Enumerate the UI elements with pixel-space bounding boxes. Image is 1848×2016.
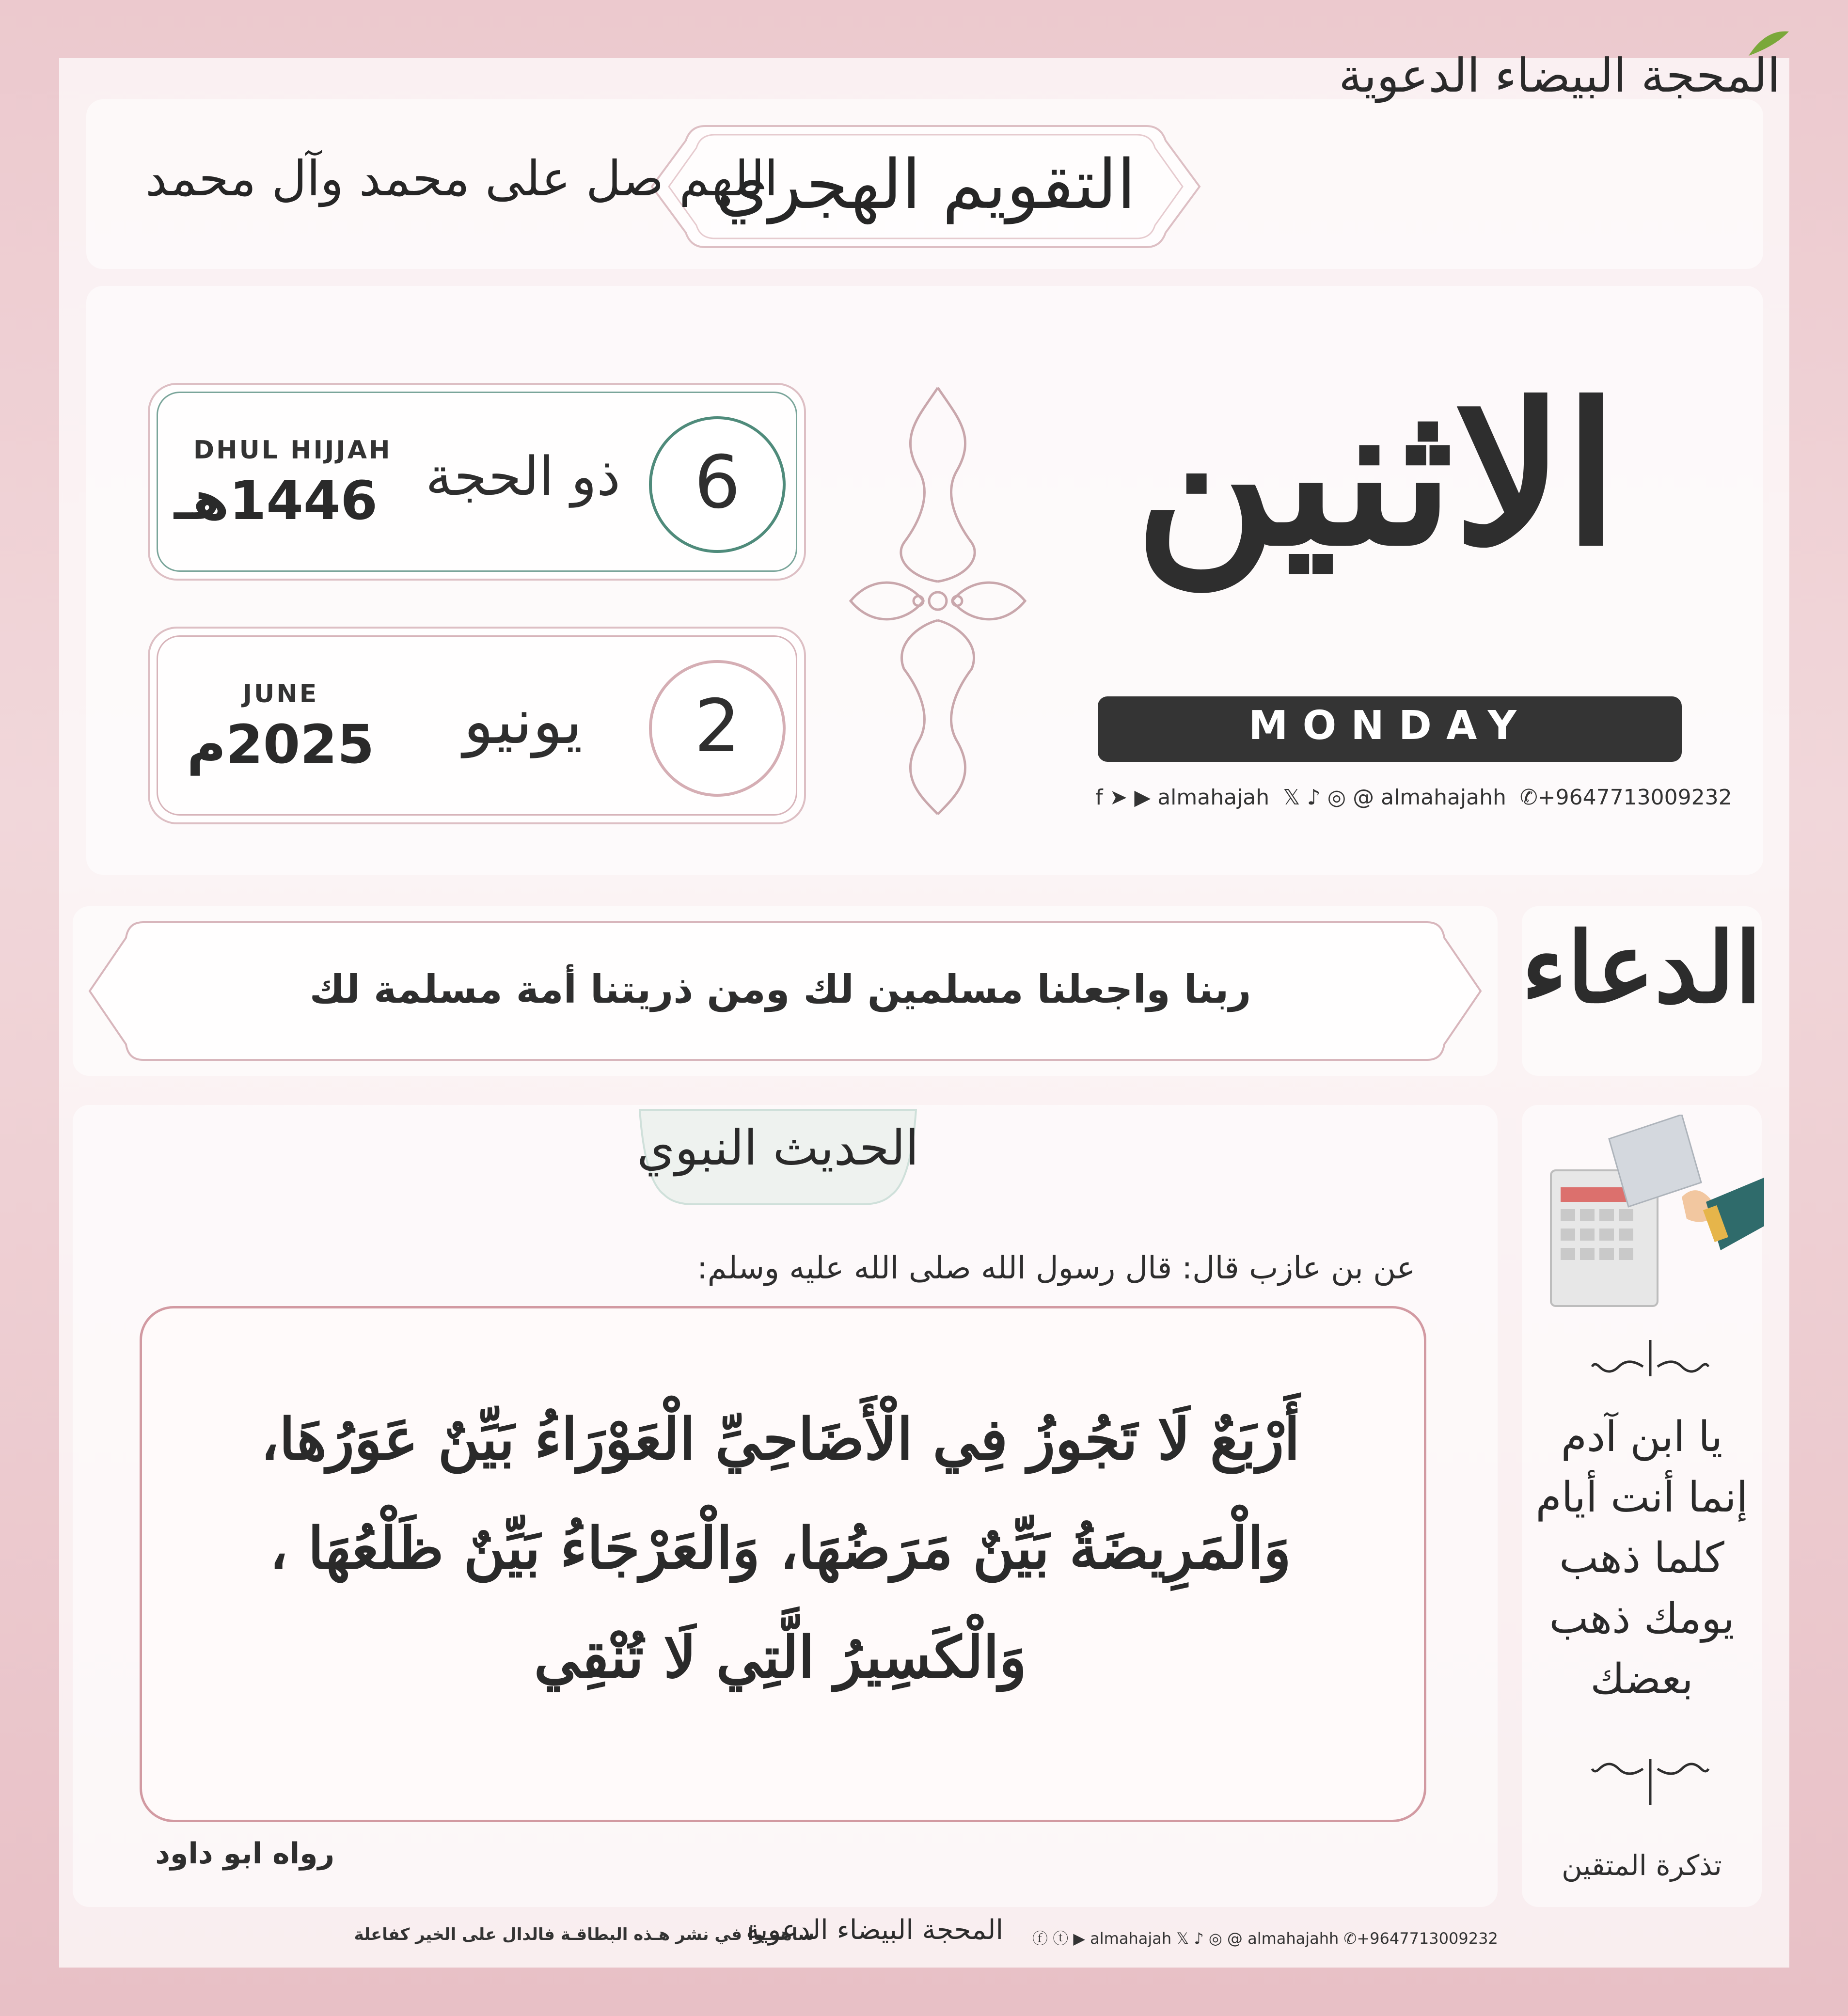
facebook-icon: ⓕ — [1032, 1929, 1048, 1948]
quote-ornament-bottom — [1590, 1754, 1711, 1808]
footer-share-text: ساهمـوا في نشر هـذه البطاقـة فالدال على الخير كفاعلة — [354, 1925, 814, 1944]
page-title: التقويم الهجري — [715, 145, 1136, 224]
hijri-day-number: 6 — [694, 441, 741, 525]
quote-line-4: يومك ذهب — [1549, 1594, 1735, 1643]
brand-logo — [1339, 48, 1780, 103]
quote-line-2: إنما أنت أيام — [1535, 1473, 1748, 1522]
gregorian-year: 2025م — [187, 713, 375, 775]
hadith-line-2: وَالْمَرِيضَةُ بَيِّنٌ مَرَضُهَا، وَالْعَرْجَاءُ بَيِّنٌ ظَلْعُهَا ، — [269, 1514, 1291, 1582]
footer-handle-2: almahajahh — [1248, 1929, 1339, 1948]
tiktok-icon: ♪ — [1194, 1929, 1204, 1948]
gregorian-date-box — [148, 627, 806, 824]
phone-number: +9647713009232 — [1537, 785, 1732, 810]
footer-phone: +9647713009232 — [1357, 1929, 1498, 1948]
social-row — [1095, 785, 1732, 810]
youtube-icon: ▶ — [1134, 785, 1151, 810]
facebook-icon: f — [1095, 785, 1103, 810]
quote-line-3: كلما ذهب — [1559, 1534, 1724, 1582]
brand-name: المحجة البيضاء الدعوية — [1339, 48, 1780, 103]
day-name-arabic: الاثنين — [1135, 361, 1618, 589]
gregorian-month-arabic: يونيو — [463, 684, 583, 758]
hadith-line-3: وَالْكَسِيرُ الَّتِي لَا تُنْقِي — [534, 1623, 1027, 1691]
salawat-text: اللهم صل على محمد وآل محمد — [145, 150, 778, 207]
dua-text: ربنا واجعلنا مسلمين لك ومن ذريتنا أمة مسلمة لك — [309, 967, 1251, 1012]
gregorian-month-english: JUNE — [242, 679, 319, 709]
whatsapp-icon: ✆ — [1519, 785, 1538, 810]
hijri-date-box — [148, 383, 806, 581]
hijri-month-arabic: ذو الحجة — [425, 445, 621, 507]
x-icon: 𝕏 — [1176, 1929, 1189, 1948]
youtube-icon: ▶ — [1073, 1929, 1085, 1948]
footer-brand: المحجة البيضاء الدعوية — [745, 1914, 1003, 1946]
hadith-narrator: عن بن عازب قال: قال رسول الله صلى الله عليه وسلم: — [697, 1250, 1415, 1286]
quote-line-1: يا ابن آدم — [1561, 1413, 1723, 1461]
footer-handle-1: almahajah — [1090, 1929, 1172, 1948]
instagram-icon: ◎ — [1208, 1929, 1222, 1948]
day-name-english: MONDAY — [1248, 703, 1531, 749]
x-icon: 𝕏 — [1283, 785, 1300, 810]
threads-icon: @ — [1353, 785, 1374, 810]
dua-label: الدعاء — [1521, 911, 1762, 1025]
calendar-hand-illustration — [1541, 1115, 1764, 1318]
quote-line-5: بعضك — [1590, 1655, 1693, 1703]
telegram-icon: ⓣ — [1053, 1929, 1069, 1948]
social-handle-2: almahajahh — [1381, 785, 1506, 810]
quote-source: تذكرة المتقين — [1562, 1849, 1722, 1882]
hadith-line-1: أَرْبَعٌ لَا تَجُوزُ فِي الْأَضَاحِيِّ الْعَوْرَاءُ بَيِّنٌ عَوَرُهَا، — [260, 1405, 1300, 1473]
hijri-month-english: DHUL HIJJAH — [193, 436, 392, 465]
hadith-source: رواه ابو داود — [155, 1837, 334, 1871]
quote-ornament-top — [1590, 1338, 1711, 1381]
threads-icon: @ — [1227, 1929, 1243, 1948]
instagram-icon: ◎ — [1327, 785, 1346, 810]
tiktok-icon: ♪ — [1307, 785, 1321, 810]
leaf-icon — [1746, 29, 1790, 58]
whatsapp-icon: ✆ — [1343, 1929, 1357, 1948]
telegram-icon: ➤ — [1109, 785, 1128, 810]
hijri-year: 1446هـ — [174, 470, 378, 532]
gregorian-day-number: 2 — [694, 684, 741, 769]
ornament-divider — [846, 378, 1030, 824]
footer-social-row — [1032, 1926, 1498, 1949]
social-handle-1: almahajah — [1157, 785, 1270, 810]
hadith-title: الحديث النبوي — [637, 1119, 919, 1176]
